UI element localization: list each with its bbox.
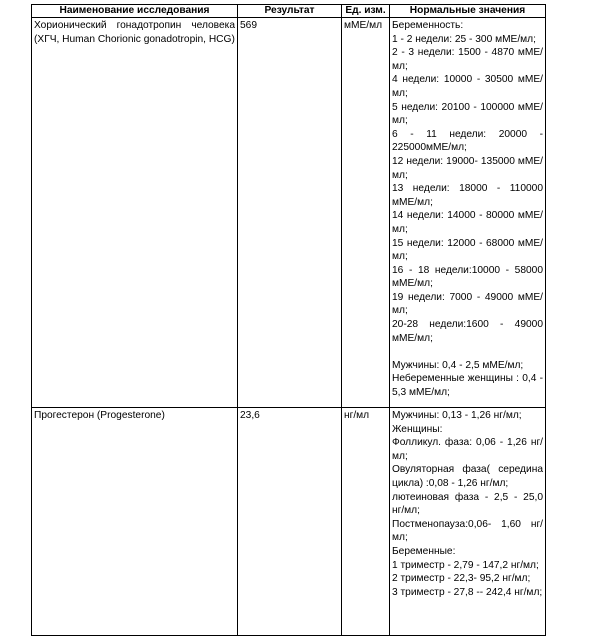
- normal-value-line: 3 триместр - 27,8 -- 242,4 нг/мл;: [392, 586, 543, 598]
- unit-progesterone: нг/мл: [342, 408, 390, 636]
- normal-value-line: Мужчины: 0,4 - 2,5 мМЕ/мл;: [392, 359, 524, 371]
- normal-value-line: 4 недели: 10000 - 30500 мМЕ/мл;: [392, 74, 543, 99]
- normal-value-line: 1 - 2 недели: 25 - 300 мМЕ/мл;: [392, 33, 536, 45]
- normal-value-line: Беременные:: [392, 545, 456, 557]
- normal-value-line: 1 триместр - 2,79 - 147,2 нг/мл;: [392, 559, 539, 571]
- table-row: [32, 408, 546, 636]
- normal-value-line: лютеиновая фаза - 2,5 - 25,0 нг/мл;: [392, 491, 543, 517]
- normal-values-hcg: [390, 18, 546, 408]
- normal-value-line: Мужчины: 0,13 - 1,26 нг/мл;: [392, 410, 522, 421]
- normal-value-line: 16 - 18 недели:10000 - 58000 мМЕ/мл;: [392, 264, 543, 290]
- table-row: [32, 18, 546, 408]
- normal-value-line: 15 недели: 12000 - 68000 мМЕ/мл;: [392, 237, 543, 263]
- normal-value-line: Женщины:: [392, 423, 443, 435]
- normal-values-progesterone: [390, 408, 546, 636]
- test-name-hcg: Хорионический гонадотропин человека (ХГЧ, Human Chorionic gonadotropin, HCG): [32, 18, 238, 408]
- test-name-progesterone: Прогестерон (Progesterone): [32, 408, 238, 636]
- normal-value-line: 19 недели: 7000 - 49000 мМЕ/мл;: [392, 291, 543, 317]
- normal-value-line: 14 недели: 14000 - 80000 мМЕ/мл;: [392, 210, 543, 235]
- header-test-name: Наименование исследования: [32, 5, 238, 18]
- normal-value-line: 5 недели: 20100 - 100000 мМЕ/мл;: [392, 101, 543, 127]
- normal-value-line: Небеременные женщины : 0,4 - 5,3 мМЕ/мл;: [392, 373, 543, 399]
- normal-value-line: 20-28 недели:1600 - 49000 мМЕ/мл;: [392, 319, 543, 344]
- normal-value-line: Фолликул. фаза: 0,06 - 1,26 нг/мл;: [392, 437, 543, 462]
- lab-results-table: [31, 4, 546, 636]
- normal-value-line: Постменопауза:0,06- 1,60 нг/мл;: [392, 518, 543, 544]
- normal-value-line: 2 триместр - 22,3- 95,2 нг/мл;: [392, 573, 531, 585]
- normal-value-line: 13 недели: 18000 - 110000 мМЕ/мл;: [392, 183, 543, 208]
- unit-hcg: мМЕ/мл: [342, 18, 390, 408]
- normal-value-line: 6 - 11 недели: 20000 - 225000мМЕ/мл;: [392, 128, 543, 154]
- normal-value-line: 12 недели: 19000- 135000 мМЕ/мл;: [392, 155, 543, 181]
- result-hcg: 569: [238, 18, 342, 408]
- header-result: Результат: [238, 5, 342, 18]
- normal-value-line: 2 - 3 недели: 1500 - 4870 мМЕ/мл;: [392, 47, 543, 72]
- normal-value-line: Беременность:: [392, 20, 464, 31]
- table-header-row: [32, 5, 546, 18]
- header-unit: Ед. изм.: [342, 5, 390, 18]
- normal-value-line: Овуляторная фаза( середина цикла) :0,08 - 1,26 нг/мл;: [392, 464, 543, 489]
- result-progesterone: 23,6: [238, 408, 342, 636]
- normal-value-spacer: [392, 345, 543, 359]
- header-normal-values: Нормальные значения: [390, 5, 546, 18]
